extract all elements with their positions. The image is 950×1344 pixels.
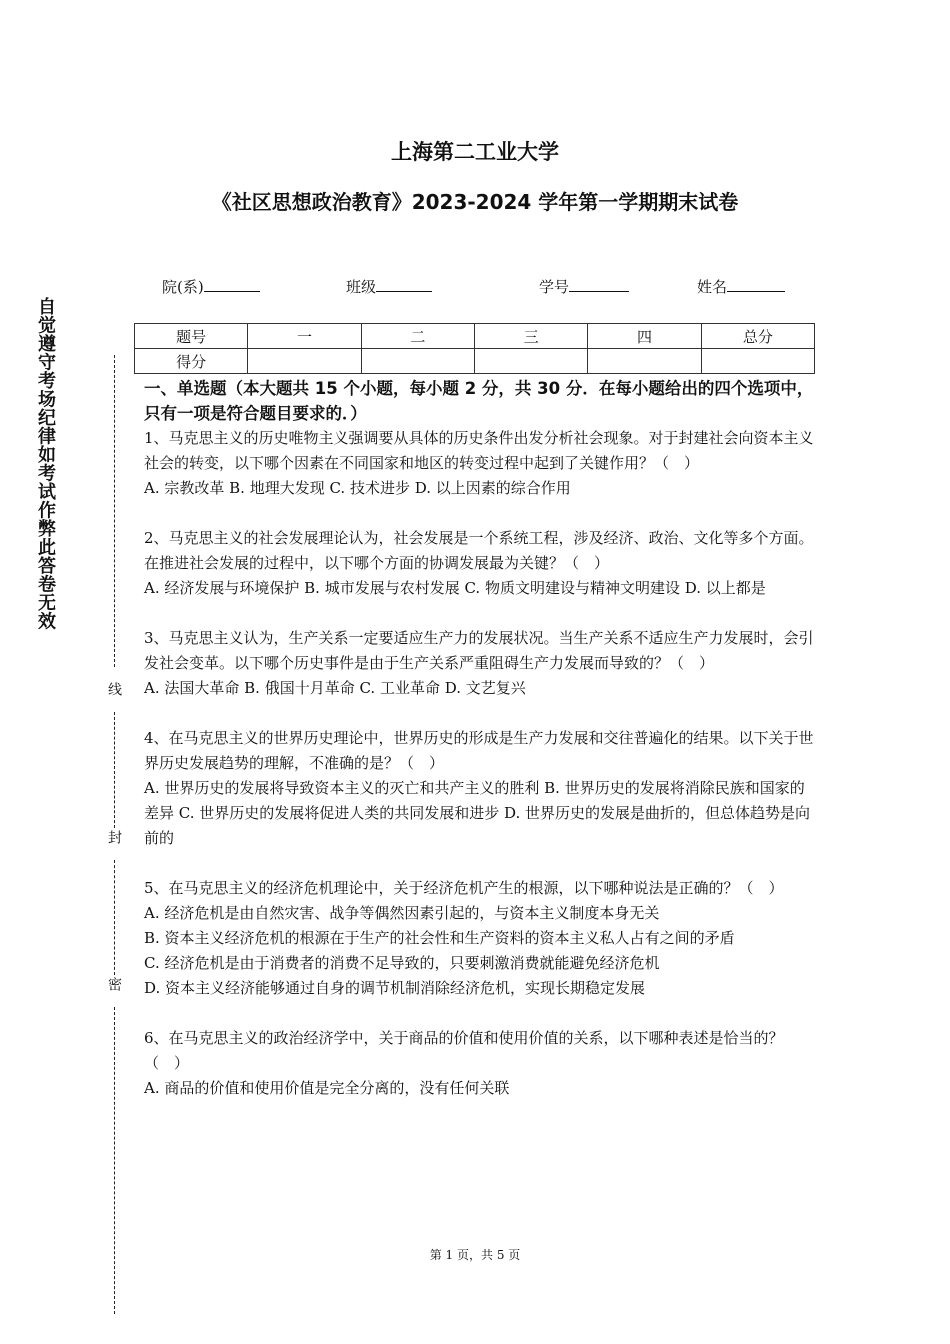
class-label: 班级 [346,278,377,296]
question-stem: 4、在马克思主义的世界历史理论中，世界历史的形成是生产力发展和交往普遍化的结果。以下关于世界历史发展趋势的理解，不准确的是？（ ） [144,729,814,772]
question-option-a: A. 商品的价值和使用价值是完全分离的，没有任何关联 [144,1079,510,1097]
exam-content [144,376,814,1126]
question-stem: 3、马克思主义认为，生产关系一定要适应生产力的发展状况。当生产关系不适应生产力发展时，会引发社会变革。以下哪个历史事件是由于生产关系严重阻碍生产力发展而导致的？（ ） [144,629,814,672]
binding-mark-close: 密 [106,977,122,991]
binding-mark-line: 线 [106,682,122,696]
question-options: A. 宗教改革 B. 地理大发现 C. 技术进步 D. 以上因素的综合作用 [144,479,571,497]
student-id-label: 学号 [539,278,570,296]
exam-title: 《社区思想政治教育》2023-2024 学年第一学期期末试卷 [211,190,739,214]
binding-dash-line [114,355,115,667]
student-id-field [539,276,629,297]
question-5 [144,876,814,1001]
question-3 [144,626,814,701]
page-number: 第 1 页，共 5 页 [429,1248,521,1262]
binding-dash-line [114,860,115,975]
college-field [162,276,260,297]
question-1 [144,426,814,501]
college-blank [204,276,260,292]
score-table [134,323,815,374]
question-options: A. 经济发展与环境保护 B. 城市发展与农村发展 C. 物质文明建设与精神文明建设 D. 以上都是 [144,579,766,597]
score-cell [701,349,814,374]
score-header-cell: 二 [361,324,474,349]
question-6 [144,1026,814,1101]
score-table-score-row [135,349,815,374]
score-header-cell: 三 [474,324,587,349]
name-field [697,276,785,297]
question-option-c: C. 经济危机是由于消费者的消费不足导致的，只要刺激消费就能避免经济危机 [144,954,660,972]
score-header-cell: 总分 [701,324,814,349]
class-blank [376,276,432,292]
exam-discipline-notice: 自觉遵守考场纪律如考试作弊此答卷无效 [35,297,56,630]
class-field [346,276,432,297]
question-stem: 6、在马克思主义的政治经济学中，关于商品的价值和使用价值的关系，以下哪种表述是恰当的？（ ） [144,1029,784,1072]
question-options: A. 世界历史的发展将导致资本主义的灭亡和共产主义的胜利 B. 世界历史的发展将消除民族和国家的差异 C. 世界历史的发展将促进人类的共同发展和进步 D. 世界历史的发展是曲折的，但总体趋势是向前的 [144,779,811,847]
score-cell [248,349,361,374]
score-cell [588,349,701,374]
name-blank [727,276,785,292]
binding-dash-line [114,1007,115,1314]
question-options: A. 法国大革命 B. 俄国十月革命 C. 工业革命 D. 文艺复兴 [144,679,526,697]
question-stem: 2、马克思主义的社会发展理论认为，社会发展是一个系统工程，涉及经济、政治、文化等多个方面。在推进社会发展的过程中，以下哪个方面的协调发展最为关键？（ ） [144,529,814,572]
school-title: 上海第二工业大学 [391,140,559,164]
score-cell [474,349,587,374]
section-title: 一、单选题（本大题共 15 个小题，每小题 2 分，共 30 分．在每小题给出的四个选项中，只有一项是符合题目要求的．） [144,379,814,423]
question-option-a: A. 经济危机是由自然灾害、战争等偶然因素引起的，与资本主义制度本身无关 [144,904,660,922]
score-cell [361,349,474,374]
score-row-label: 得分 [135,349,248,374]
binding-dash-line [114,712,115,828]
score-header-cell: 四 [588,324,701,349]
college-label: 院(系) [162,278,204,296]
question-option-d: D. 资本主义经济能够通过自身的调节机制消除经济危机，实现长期稳定发展 [144,979,646,997]
question-4 [144,726,814,851]
score-header-cell: 一 [248,324,361,349]
question-stem: 1、马克思主义的历史唯物主义强调要从具体的历史条件出发分析社会现象。对于封建社会向资本主义社会的转变，以下哪个因素在不同国家和地区的转变过程中起到了关键作用？（ ） [144,429,814,472]
name-label: 姓名 [697,278,728,296]
score-header-cell: 题号 [135,324,248,349]
question-option-b: B. 资本主义经济危机的根源在于生产的社会性和生产资料的资本主义私人占有之间的矛盾 [144,929,735,947]
score-table-header-row [135,324,815,349]
question-2 [144,526,814,601]
binding-mark-seal: 封 [106,830,122,844]
question-stem: 5、在马克思主义的经济危机理论中，关于经济危机产生的根源，以下哪种说法是正确的？（ ） [144,879,784,897]
student-id-blank [569,276,629,292]
